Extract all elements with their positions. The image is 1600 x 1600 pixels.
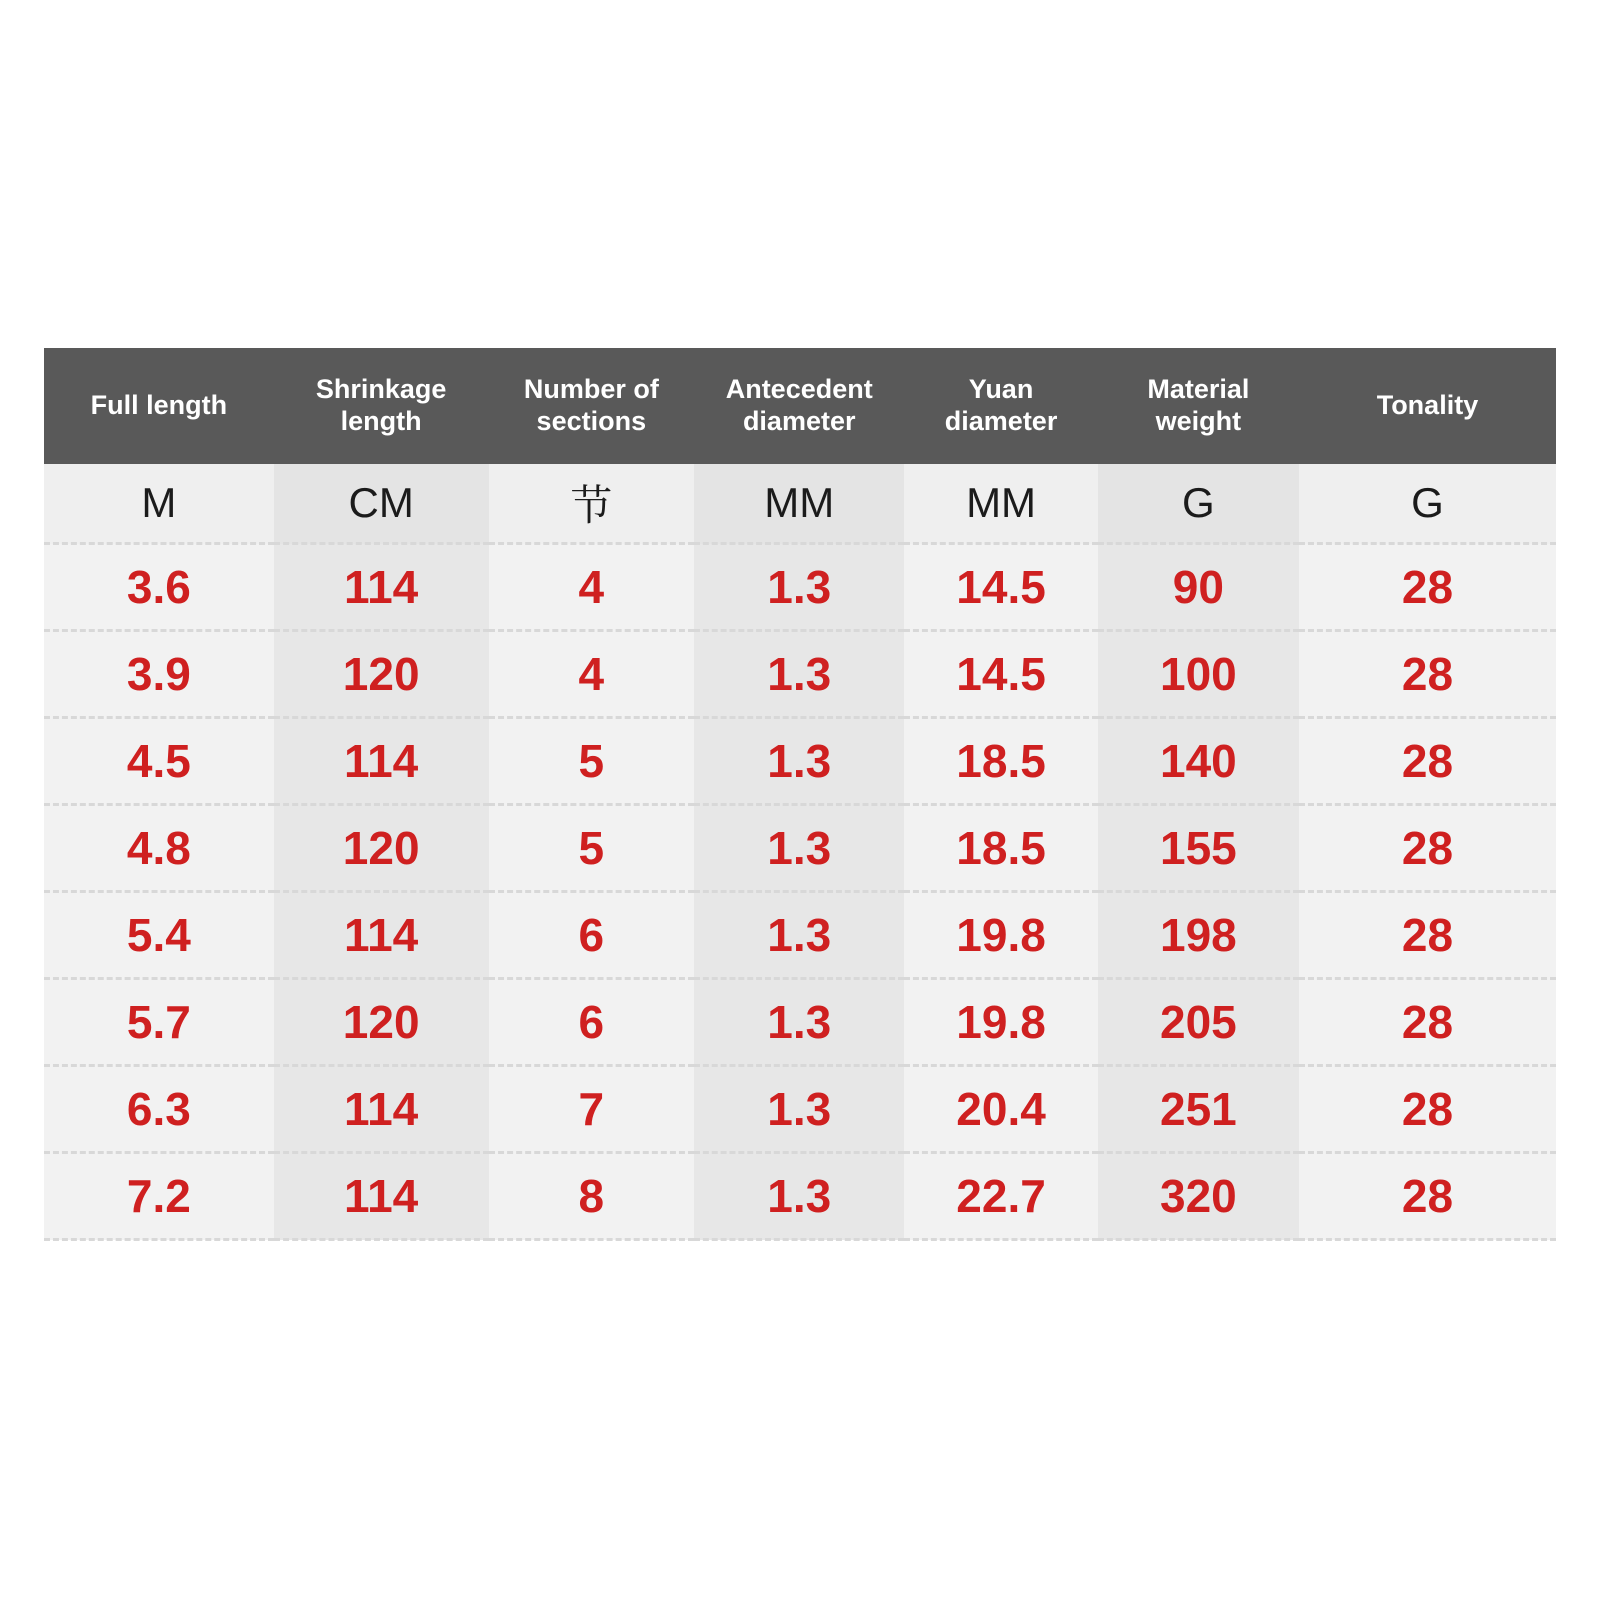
column-header-full-length: Full length (44, 348, 274, 464)
cell-shrinkage-length: 114 (274, 1153, 489, 1240)
cell-shrinkage-length: 120 (274, 979, 489, 1066)
cell-number-of-sections: 5 (489, 718, 695, 805)
cell-shrinkage-length: 114 (274, 718, 489, 805)
cell-material-weight: 90 (1098, 544, 1299, 631)
cell-material-weight: 100 (1098, 631, 1299, 718)
cell-antecedent-diameter: 1.3 (694, 805, 904, 892)
cell-number-of-sections: 6 (489, 979, 695, 1066)
cell-material-weight: 198 (1098, 892, 1299, 979)
column-header-tonality: Tonality (1299, 348, 1556, 464)
cell-shrinkage-length: 114 (274, 892, 489, 979)
cell-antecedent-diameter: 1.3 (694, 544, 904, 631)
cell-tonality: 28 (1299, 631, 1556, 718)
cell-shrinkage-length: 114 (274, 1066, 489, 1153)
cell-shrinkage-length: 114 (274, 544, 489, 631)
table-row (44, 979, 1556, 1066)
specification-table-container (44, 348, 1556, 1241)
cell-antecedent-diameter: 1.3 (694, 718, 904, 805)
cell-yuan-diameter: 19.8 (904, 979, 1098, 1066)
cell-number-of-sections: 4 (489, 544, 695, 631)
cell-full-length: 6.3 (44, 1066, 274, 1153)
cell-material-weight: 320 (1098, 1153, 1299, 1240)
cell-tonality: 28 (1299, 718, 1556, 805)
column-header-shrinkage-length: Shrinkage length (274, 348, 489, 464)
cell-tonality: 28 (1299, 1153, 1556, 1240)
cell-full-length: 3.9 (44, 631, 274, 718)
column-header-yuan-diameter: Yuan diameter (904, 348, 1098, 464)
cell-tonality: 28 (1299, 979, 1556, 1066)
cell-full-length: 4.5 (44, 718, 274, 805)
table-row (44, 718, 1556, 805)
cell-full-length: 4.8 (44, 805, 274, 892)
cell-antecedent-diameter: 1.3 (694, 1066, 904, 1153)
cell-yuan-diameter: 22.7 (904, 1153, 1098, 1240)
cell-full-length: 5.7 (44, 979, 274, 1066)
specification-table (44, 348, 1556, 1241)
cell-antecedent-diameter: 1.3 (694, 631, 904, 718)
cell-yuan-diameter: 14.5 (904, 544, 1098, 631)
cell-number-of-sections: 5 (489, 805, 695, 892)
cell-yuan-diameter: 19.8 (904, 892, 1098, 979)
table-row (44, 1153, 1556, 1240)
cell-antecedent-diameter: 1.3 (694, 892, 904, 979)
cell-tonality: 28 (1299, 1066, 1556, 1153)
cell-number-of-sections: 8 (489, 1153, 695, 1240)
cell-material-weight: 140 (1098, 718, 1299, 805)
table-row (44, 892, 1556, 979)
column-unit-full-length: M (44, 464, 274, 544)
column-header-antecedent-diameter: Antecedent diameter (694, 348, 904, 464)
cell-material-weight: 155 (1098, 805, 1299, 892)
cell-number-of-sections: 4 (489, 631, 695, 718)
cell-material-weight: 205 (1098, 979, 1299, 1066)
cell-yuan-diameter: 18.5 (904, 805, 1098, 892)
column-unit-material-weight: G (1098, 464, 1299, 544)
cell-antecedent-diameter: 1.3 (694, 979, 904, 1066)
table-header-row (44, 348, 1556, 464)
table-header (44, 348, 1556, 544)
cell-tonality: 28 (1299, 544, 1556, 631)
cell-yuan-diameter: 18.5 (904, 718, 1098, 805)
column-unit-shrinkage-length: CM (274, 464, 489, 544)
cell-material-weight: 251 (1098, 1066, 1299, 1153)
cell-number-of-sections: 6 (489, 892, 695, 979)
table-row (44, 1066, 1556, 1153)
cell-tonality: 28 (1299, 892, 1556, 979)
cell-yuan-diameter: 14.5 (904, 631, 1098, 718)
table-row (44, 805, 1556, 892)
cell-antecedent-diameter: 1.3 (694, 1153, 904, 1240)
cell-shrinkage-length: 120 (274, 805, 489, 892)
table-row (44, 631, 1556, 718)
cell-shrinkage-length: 120 (274, 631, 489, 718)
column-unit-yuan-diameter: MM (904, 464, 1098, 544)
cell-number-of-sections: 7 (489, 1066, 695, 1153)
table-body (44, 544, 1556, 1240)
cell-full-length: 7.2 (44, 1153, 274, 1240)
table-units-row (44, 464, 1556, 544)
cell-full-length: 5.4 (44, 892, 274, 979)
cell-tonality: 28 (1299, 805, 1556, 892)
column-unit-tonality: G (1299, 464, 1556, 544)
table-row (44, 544, 1556, 631)
column-header-number-of-sections: Number of sections (489, 348, 695, 464)
column-header-material-weight: Material weight (1098, 348, 1299, 464)
column-unit-antecedent-diameter: MM (694, 464, 904, 544)
cell-full-length: 3.6 (44, 544, 274, 631)
column-unit-number-of-sections: 节 (489, 464, 695, 544)
cell-yuan-diameter: 20.4 (904, 1066, 1098, 1153)
